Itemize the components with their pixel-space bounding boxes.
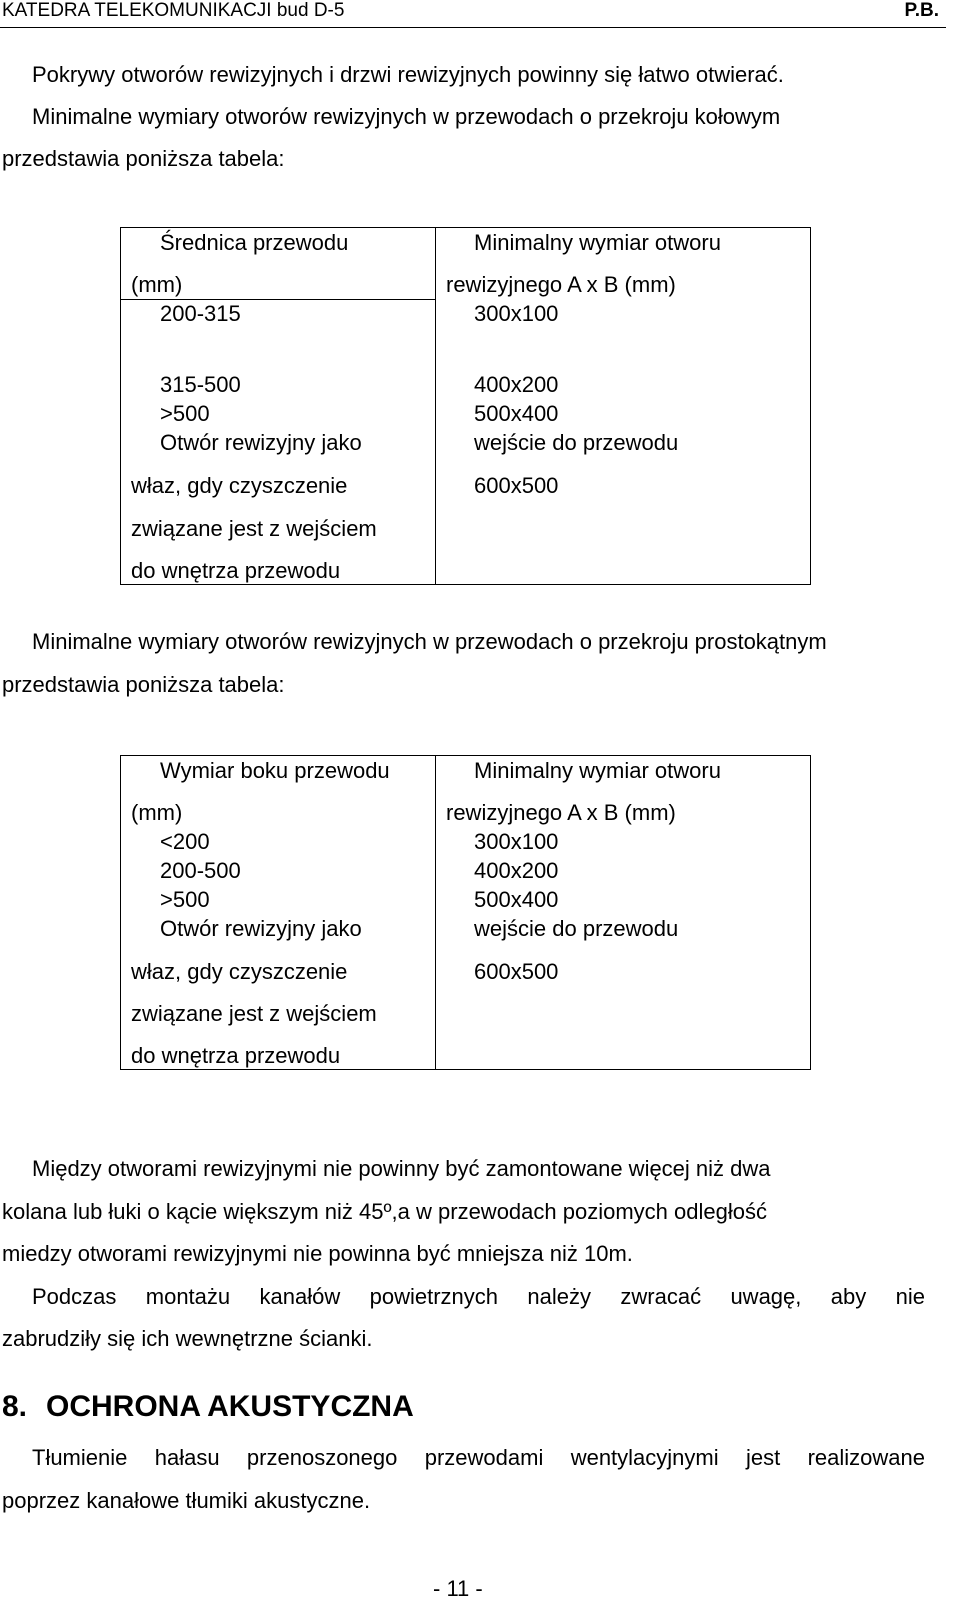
header-department: KATEDRA TELEKOMUNIKACJI bud D-5 [2, 0, 345, 21]
table1-header-min-size: Minimalny wymiar otworu [474, 230, 721, 255]
table2-cell-side: >500 [160, 887, 210, 912]
table2-cell-note: związane jest z wejściem [131, 1001, 377, 1026]
table1-cell-diameter: 315-500 [160, 372, 241, 397]
section-title: OCHRONA AKUSTYCZNA [46, 1390, 414, 1423]
table1-cell-size: 400x200 [474, 372, 559, 397]
table2-cell-size: 300x100 [474, 829, 559, 854]
table1-column-divider [435, 227, 436, 584]
table2-cell-size: 400x200 [474, 858, 559, 883]
table2-header-min-size: Minimalny wymiar otworu [474, 758, 721, 783]
header-initials: P.B. [904, 0, 939, 21]
table1-cell-diameter: 200-315 [160, 301, 241, 326]
mid-line-2: przedstawia poniższa tabela: [2, 672, 285, 697]
table2-cell-note: Otwór rewizyjny jako [160, 916, 362, 941]
table1-cell-size: 600x500 [474, 473, 559, 498]
table1-header-unit: (mm) [131, 272, 183, 297]
table2-header-unit: (mm) [131, 800, 183, 825]
table1-cell-note: do wnętrza przewodu [131, 558, 341, 583]
para1-line-1: Między otworami rewizyjnymi nie powinny być zamontowane więcej niż dwa [32, 1156, 771, 1181]
table1-cell-note: właz, gdy czyszczenie [131, 473, 348, 498]
table1-header-divider [120, 299, 435, 300]
table1-cell-size: 500x400 [474, 401, 559, 426]
table2-cell-side: <200 [160, 829, 210, 854]
table2-cell-size: 600x500 [474, 959, 559, 984]
table1-cell-size: 300x100 [474, 301, 559, 326]
mid-line-1: Minimalne wymiary otworów rewizyjnych w przewodach o przekroju prostokątnym [32, 629, 827, 654]
table1-cell-diameter: >500 [160, 401, 210, 426]
intro-line-3: przedstawia poniższa tabela: [2, 146, 285, 171]
intro-line-1: Pokrywy otworów rewizyjnych i drzwi rewizyjnych powinny się łatwo otwierać. [32, 62, 784, 87]
table2-cell-size: 500x400 [474, 887, 559, 912]
table2-column-divider [435, 755, 436, 1069]
table1-header-diameter: Średnica przewodu [160, 230, 349, 255]
table2-header-side: Wymiar boku przewodu [160, 758, 390, 783]
page-header [0, 0, 946, 28]
para3-line-1: Tłumienie hałasu przenoszonego przewodami wentylacyjnymi jest realizowane [32, 1445, 925, 1470]
table1-cell-note: Otwór rewizyjny jako [160, 430, 362, 455]
para3-line-2: poprzez kanałowe tłumiki akustyczne. [2, 1488, 371, 1513]
table1-cell-note: związane jest z wejściem [131, 516, 377, 541]
table1-cell-size-note: wejście do przewodu [474, 430, 679, 455]
table2-cell-note: do wnętrza przewodu [131, 1043, 341, 1068]
para2-line-1: Podczas montażu kanałów powietrznych należy zwracać uwagę, aby nie [32, 1284, 925, 1309]
intro-line-2: Minimalne wymiary otworów rewizyjnych w przewodach o przekroju kołowym [32, 104, 781, 129]
table2-header-min-size-unit: rewizyjnego A x B (mm) [446, 800, 676, 825]
table2-cell-note: właz, gdy czyszczenie [131, 959, 348, 984]
para1-line-2: kolana lub łuki o kącie większym niż 45º,a w przewodach poziomych odległość [2, 1199, 767, 1224]
section-number: 8. [2, 1390, 28, 1423]
para1-line-3: miedzy otworami rewizyjnymi nie powinna być mniejsza niż 10m. [2, 1241, 633, 1266]
para2-line-2: zabrudziły się ich wewnętrzne ścianki. [2, 1326, 373, 1351]
table1-header-min-size-unit: rewizyjnego A x B (mm) [446, 272, 676, 297]
table2-cell-size-note: wejście do przewodu [474, 916, 679, 941]
page-number: - 11 - [433, 1576, 483, 1601]
table2-cell-side: 200-500 [160, 858, 241, 883]
